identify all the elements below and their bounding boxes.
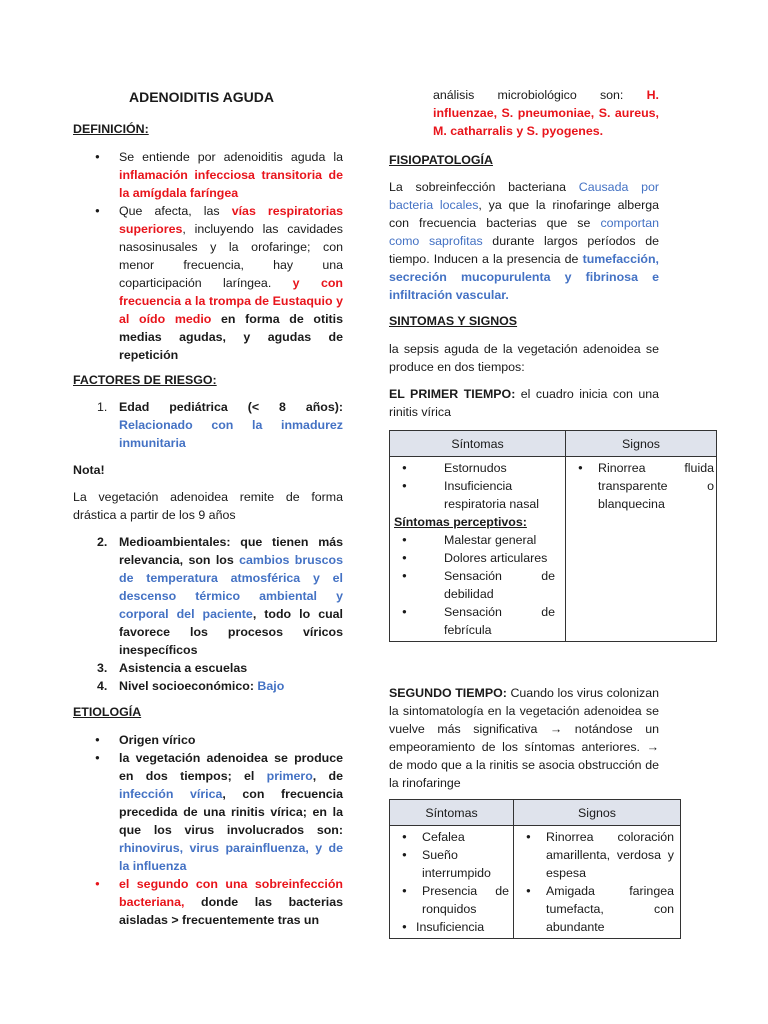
factores-list-1 (73, 398, 343, 452)
list-item: ● Sueño interrumpido (394, 846, 509, 882)
list-item: 3. Asistencia a escuelas (97, 661, 248, 675)
fisiopatologia-text: La sobreinfección bacteriana Causada por bacteria locales, ya que la rinofaringe alberga con frecuencia bacterias que se comportan como saprofitas durante largos períodos de tiempo. Inducen a la presencia de tumefacción, secreción mucopurulenta y fibrinosa e infiltración vascular. (389, 180, 660, 302)
list-item: ● la vegetación adenoidea se produce en dos tiempos; el primero, de infección vírica, con frecuencia precedida de una rinitis vírica; en la que los virus involucrados son: rhinovirus, virus parainfluenza, y de la influenza (73, 749, 343, 875)
list-item: ● Sensación de debilidad (394, 567, 555, 603)
etiologia-list (73, 731, 343, 929)
table-cell (390, 457, 566, 642)
factores-heading: FACTORES DE RIESGO: (73, 373, 217, 387)
list-item: ● Insuficiencia (394, 918, 509, 936)
list-item: 4. Nivel socioeconómico: Bajo (97, 679, 285, 693)
sintomas-heading: SINTOMAS Y SIGNOS (389, 314, 518, 328)
list-item: ● Rinorrea fluida transparente o blanquecina (570, 459, 714, 513)
list-item: 2. Medioambientales: que tienen más relevancia, son los cambios bruscos de temperatura atmosférica y el descenso térmico ambiental y corporal del paciente, todo lo cual favorece los procesos víricos inespecíficos (97, 535, 343, 657)
list-item: ● Se entiende por adenoiditis aguda la inflamación infecciosa transitoria de la amígdala faríngea (73, 148, 343, 202)
perceptivos-label: Síntomas perceptivos: (394, 515, 527, 529)
nota-text: La vegetación adenoidea remite de forma drástica a partir de los 9 años (73, 490, 343, 522)
definicion-list (73, 148, 343, 364)
definicion-heading: DEFINICIÓN: (73, 122, 149, 136)
primer-tiempo-table (389, 430, 717, 642)
table-header: Síntomas (390, 800, 514, 826)
list-item: 1. Edad pediátrica (< 8 años): Relacionado con la inmadurez inmunitaria (97, 400, 343, 450)
etiologia-continuation: análisis microbiológico son: H. influenzae, S. pneumoniae, S. aureus, M. catharralis y S. pyogenes. (433, 88, 659, 138)
sepsis-text: la sepsis aguda de la vegetación adenoidea se produce en dos tiempos: (389, 342, 659, 374)
primer-tiempo: EL PRIMER TIEMPO: el cuadro inicia con una rinitis vírica (389, 387, 659, 419)
list-item: ● Amigada faringea tumefacta, con abundante (518, 882, 674, 936)
list-item: ● Insuficiencia respiratoria nasal (394, 477, 555, 513)
list-item: ● Malestar general (394, 531, 555, 549)
table-cell (566, 457, 717, 642)
list-item: ● el segundo con una sobreinfección bacteriana, donde las bacterias aisladas > frecuentemente tras un (73, 875, 343, 929)
list-item: ● Estornudos (394, 459, 555, 477)
factores-list-2 (73, 533, 343, 695)
etiologia-heading: ETIOLOGÍA (73, 705, 142, 719)
segundo-tiempo: SEGUNDO TIEMPO: Cuando los virus colonizan la sintomatología en la vegetación adenoidea se vuelve más significativa → notándose un empeoramiento de los síntomas anteriores. → de modo que a la rinitis se asocia obstrucción de la rinofaringe (389, 686, 660, 790)
list-item: ● Que afecta, las vías respiratorias superiores, incluyendo las cavidades nasosinusales y la orofaringe; con menor frecuencia, hay una coparticipación laríngea. y con frecuencia a la trompa de Eustaquio y al oído medio en forma de otitis medias agudas, y agudas de repetición (73, 202, 343, 364)
segundo-tiempo-table (389, 799, 681, 939)
nota-label: Nota! (73, 463, 105, 477)
list-item: ● Dolores articulares (394, 549, 555, 567)
table-header: Signos (566, 431, 717, 457)
list-item: ● Sensación de febrícula (394, 603, 555, 639)
list-item: ● Origen vírico (73, 731, 343, 749)
table-cell (514, 826, 681, 939)
table-cell (390, 826, 514, 939)
table-header: Signos (514, 800, 681, 826)
fisiopatologia-heading: FISIOPATOLOGÍA (389, 153, 493, 167)
list-item: ● Rinorrea coloración amarillenta, verdosa y espesa (518, 828, 674, 882)
list-item: ● Cefalea (394, 828, 509, 846)
list-item: ● Presencia de ronquidos (394, 882, 509, 918)
table-header: Síntomas (390, 431, 566, 457)
document-title: ADENOIDITIS AGUDA (129, 89, 274, 105)
